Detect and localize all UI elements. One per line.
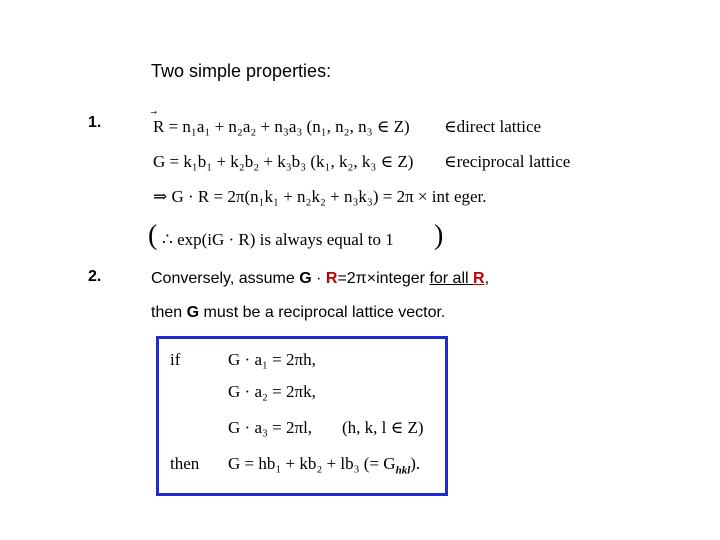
equation-dot-product: ⇒ G · R = 2π(n₁k₁ + n₂k₂ + n₃k₃) = 2π × int eger. bbox=[153, 187, 487, 206]
box-equation-3: G · a₃ = 2πl, bbox=[228, 418, 313, 437]
equation-reciprocal-lattice: G = k₁b₁ + k₂b₂ + k₃b₃ (k₁, k₂, k₃ ∈ Z) bbox=[153, 152, 414, 171]
converse-text: Conversely, assume bbox=[151, 270, 300, 287]
vector-G: G bbox=[299, 270, 312, 287]
vector-R-all: R bbox=[473, 270, 485, 287]
box-equation-2: G · a₂ = 2πk, bbox=[228, 382, 316, 401]
integer-set: (h, k, l ∈ Z) bbox=[342, 418, 424, 437]
note-direct-lattice: ∈direct lattice bbox=[444, 117, 542, 136]
box-equation-4 bbox=[228, 454, 420, 476]
hkl-subscript: hkl bbox=[395, 464, 411, 477]
equation-direct-lattice: R = n₁a₁ + n₂a₂ + n₃a₃ (n₁, n₂, n₃ ∈ Z) bbox=[153, 117, 410, 136]
comma: , bbox=[484, 270, 490, 287]
vector-G-2: G bbox=[186, 304, 200, 321]
slide-title: Two simple properties: bbox=[151, 61, 332, 81]
box-equation-1: G · a₁ = 2πh, bbox=[228, 350, 316, 369]
item-2-number: 2. bbox=[88, 268, 102, 285]
converse-statement-line-1 bbox=[151, 270, 489, 288]
note-reciprocal-lattice: ∈reciprocal lattice bbox=[444, 152, 571, 171]
reciprocal-vector-expansion: G = hb₁ + kb₂ + lb₃ (= G bbox=[228, 454, 396, 473]
item-1-number: 1. bbox=[88, 114, 102, 131]
equation-exponential: ∴ exp(iG · R) is always equal to 1 bbox=[162, 230, 394, 249]
then-text: then bbox=[151, 304, 187, 321]
paren-close: ) bbox=[434, 220, 444, 251]
if-label: if bbox=[170, 350, 181, 369]
then-label: then bbox=[170, 454, 200, 473]
for-all-text: for all bbox=[429, 270, 474, 287]
closing-paren: ). bbox=[410, 454, 421, 473]
conclusion-text: must be a reciprocal lattice vector. bbox=[199, 304, 446, 321]
dot-operator: · bbox=[311, 270, 326, 287]
paren-open: ( bbox=[148, 220, 158, 251]
integer-condition: =2π×integer bbox=[337, 270, 430, 287]
converse-statement-line-2 bbox=[151, 304, 445, 322]
vector-R: R bbox=[325, 270, 338, 287]
